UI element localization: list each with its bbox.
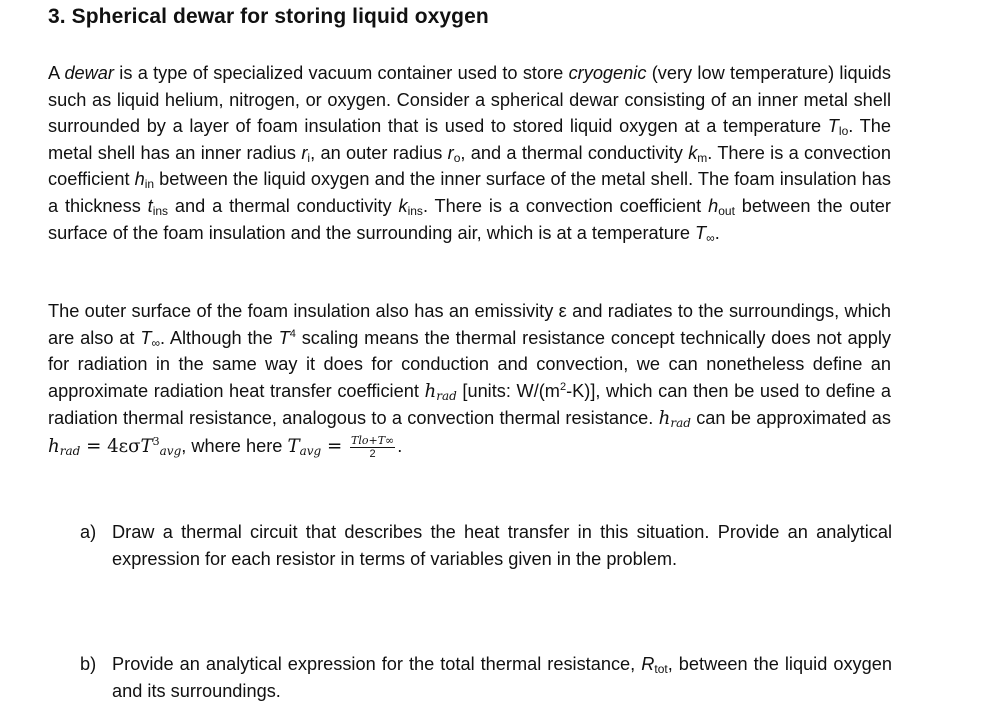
problem-title: 3. Spherical dewar for storing liquid oxygen xyxy=(48,5,489,28)
question-b-text: Provide an analytical expression for the total thermal resistance, $R_{tot}$, between the liquid oxygen and its surroundings. xyxy=(112,654,892,701)
question-b-label: b) xyxy=(80,654,97,674)
paragraph-radiation: The outer surface of the foam insulation also has an emissivity ε and radiates to the surroundings, which are also at $T_\infty$. Although the $T^4$ scaling means the thermal resistance concept technically does not apply for radiation in the same way it does for conduction and convection, we can nonetheless define an approximate radiation heat transfer coefficient $h_{rad}$ [units: $W/(m^2-K)$], which can then be used to define a radiation thermal resistance, analogous to a convection thermal resistance. $h_{rad}$ can be approximated as $h_{rad} = 4\varepsilon\sigma T^3_{avg}$, where here $T_{avg}$ = $\frac{\text{Tlo+T∞}}{2}$ . xyxy=(48,301,892,460)
question-b xyxy=(80,651,892,704)
question-a xyxy=(80,519,892,572)
question-a-text: Draw a thermal circuit that describes the heat transfer in this situation. Provide an analytical expression for each resistor in terms of variables given in the problem. xyxy=(112,522,892,569)
paragraph-description: A dewar is a type of specialized vacuum container used to store cryogenic (very low temperature) liquids such as liquid helium, nitrogen, or oxygen. Consider a spherical dewar consisting of an inner metal shell surrounded by a layer of foam insulation that is used to stored liquid oxygen at a temperature $T_{lo}$. The metal shell has an inner radius $r_i$, an outer radius $r_o$, and a thermal conductivity $k_m$. There is a convection coefficient $h_{in}$ between the liquid oxygen and the inner surface of the metal shell. The foam insulation has a thickness $t_{ins}$ and a thermal conductivity $k_{ins}$. There is a convection coefficient $h_{out}$ between the outer surface of the foam insulation and the surrounding air, which is at a temperature $T_\infty$. xyxy=(48,63,891,245)
average-temperature-fraction: $\frac{\text{Tlo+T∞}}{2}$ xyxy=(351,433,395,460)
question-a-label: a) xyxy=(80,522,97,542)
